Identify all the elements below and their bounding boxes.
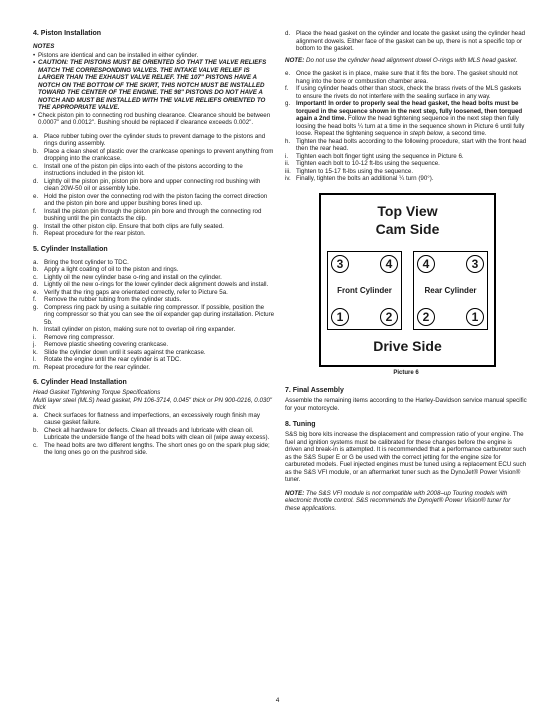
step-item: e. Once the gasket is in place, make sure that it fits the bore. The gasket should not hang into the bore or combustion chamber area.: [285, 70, 518, 85]
substep-item: ii. Tighten each bolt to 10-12 ft-lbs using the sequence.: [285, 160, 440, 167]
step-item: a. Check surfaces for flatness and imperfections, an excessively rough finish may cause gasket failure.: [33, 411, 260, 426]
step-item: b. Place a clean sheet of plastic over the crankcase openings to prevent anything from dropping into the crankcase.: [33, 147, 274, 162]
diagram-cam-side-label: Cam Side: [375, 220, 440, 237]
step-item: m. Repeat procedure for the rear cylinder.: [33, 363, 150, 371]
step-item: j. Remove plastic sheeting covering crankcase.: [33, 341, 169, 348]
step-item: a. Bring the front cylinder to TDC.: [33, 258, 129, 266]
step-item: c. Lightly oil the new cylinder base o-ring and install on the cylinder.: [33, 273, 222, 281]
rear-cylinder-label: Rear Cylinder: [424, 285, 477, 295]
diagram-drive-side-label: Drive Side: [373, 337, 442, 354]
step-item: d. Lightly oil the piston pin, piston pin bore and upper connecting rod bushing with clean 20W-50 oil or assembly lube.: [33, 177, 261, 192]
bolt-number: 2: [380, 308, 398, 326]
left-column: [33, 30, 275, 457]
substep-item: iv. Finally, tighten the bolts an additional ¼ turn (90°).: [285, 175, 434, 182]
step-item: b. Check all hardware for defects. Clean all threads and lubricate with clean oil. Lubricate the underside flange of the head bolts with clean oil (wipe away excess).: [33, 426, 270, 441]
mls-note: NOTE: Do not use the cylinder head alignment dowel O-rings with MLS head gasket.: [285, 56, 518, 64]
bolt-number: 2: [417, 308, 435, 326]
step-item: h. Install cylinder on piston, making sure not to overlap oil ring expander.: [33, 326, 236, 333]
page-number: 4: [275, 697, 280, 704]
step-item: e. Hold the piston over the connecting rod with the piston facing the correct direction and the piston pin bore and upper bushing bores lined up.: [33, 192, 268, 207]
step-item: d. Lightly oil the new o-rings for the lower cylinder deck alignment dowels and install.: [33, 281, 269, 288]
picture-caption: Picture 6: [393, 369, 419, 376]
note-bullet: • Check piston pin to connecting rod bushing clearance. Clearance should be between 0.0007" and 0.0012". Bushing should be replaced if clearance exceeds 0.002".: [33, 112, 275, 127]
step-item-important: g. Important! In order to properly seal the head gasket, the head bolts must be torqued in the sequence shown in the next step, fully loosened, then torqued again a 2nd time. Follow the head tightening sequence in the next step then fully loosing the head bolts ¼ turn at a time in the sequence shown in Picture 6 until fully loose. Repeat the tightening sequence in steph below, a second time.: [285, 100, 525, 137]
step-item: b. Apply a light coating of oil to the piston and rings.: [33, 266, 179, 273]
front-cylinder-label: Front Cylinder: [337, 285, 392, 295]
diagram-top-view-label: Top View: [377, 202, 438, 219]
final-assembly-text: Assemble the remaining items according to the Harley-Davidson service manual specific for your motorcycle.: [285, 397, 527, 412]
section-title-cylinder-installation: 5. Cylinder Installation: [33, 245, 108, 253]
tuning-text: S&S big bore kits increase the displacement and compression ratio of your engine. The fuel and ignition systems must be calibrated for these changes before the engine is driven and break-in is attempted. It is recommended that a performance carburetor such as the S&S Super E or G be used with the correct jetting for the engine size for carbureted models. Fuel injected engines must be tuned using a replacement ECU such as the S&S VFI module, or an aftermarket tuner such as the DynoJet® Power Vision® tuner.: [285, 431, 527, 483]
bolt-number: 3: [331, 255, 349, 273]
step-item: h. Repeat procedure for the rear piston.: [33, 230, 146, 237]
step-item: f. If using cylinder heads other than stock, check the brass rivets of the MLS gaskets to ensure the rivets do not interfere with the sealing surface in any way.: [285, 85, 522, 100]
step-item: g. Compress ring pack by using a suitable ring compressor. If possible, position the ring compressor so that you can see the oil expander gap during installation. Picture 5b.: [33, 303, 275, 326]
bolt-number: 4: [417, 255, 435, 273]
step-item: k. Slide the cylinder down until it seats against the crankcase.: [33, 348, 206, 356]
bolt-sequence-diagram: [319, 193, 496, 367]
step-item: e. Verify that the ring gaps are orientated correctly, refer to Picture 5a.: [33, 288, 228, 296]
head-steps: [33, 412, 275, 457]
notes-label: NOTES: [33, 43, 55, 50]
rear-cylinder-box: [413, 251, 488, 330]
step-item: l. Rotate the engine until the rear cylinder is at TDC.: [33, 356, 182, 363]
step-item: a. Place rubber tubing over the cylinder studs to prevent damage to the pistons and rings during assembly.: [33, 132, 266, 147]
piston-steps: [33, 133, 275, 238]
step-item: d. Place the head gasket on the cylinder and locate the gasket using the cylinder head alignment dowels. Either face of the gasket can be up, there is not a specific top or bottom to the gasket.: [285, 30, 526, 52]
vfi-note: NOTE: The S&S VFI module is not compatible with 2008–up Touring models with electronic throttle control. S&S recommends the Dynojet® Power Vision® tuner for these applications.: [285, 489, 511, 512]
head-steps-continued: [285, 30, 527, 53]
note-bullet: • Pistons are identical and can be installed in either cylinder.: [33, 52, 275, 60]
caution-bullet: • CAUTION: THE PISTONS MUST BE ORIENTED SO THAT THE VALVE RELIEFS MATCH THE CORRESPONDING VALVES. THE INTAKE VALVE RELIEF IS LARGER THAN THE EXHAUST VALVE RELIEF. THE 107" PISTONS HAVE A NOTCH ON THE BOTTOM OF THE SKIRT, THIS NOTCH MUST BE INSTALLED TOWARD THE CENTER OF THE ENGINE. THE 98" PISTONS DO NOT HAVE A NOTCH AND MUST BE INSTALLED WITH THE VALVE RELIEFS ORIENTED TO THE APPROPRIATE VALVE.: [33, 59, 275, 112]
step-item: g. Install the other piston clip. Ensure that both clips are fully seated.: [33, 222, 224, 230]
substep-item: iii. Tighten to 15-17 ft-lbs using the sequence.: [285, 167, 414, 175]
substep-item: i. Tighten each bolt finger tight using the sequence in Picture 6.: [285, 152, 464, 160]
bolt-number: 3: [466, 255, 484, 273]
head-steps-ef: [285, 70, 527, 183]
cylinder-steps: [33, 259, 275, 372]
bolt-number: 1: [466, 308, 484, 326]
step-item: f. Install the piston pin through the piston pin bore and through the connecting rod bushing until the pin contacts the clip.: [33, 207, 262, 222]
section-title-piston-installation: 4. Piston Installation: [33, 30, 102, 37]
gasket-spec: Multi layer steel (MLS) head gasket, PN 106-3714, 0.045" thick or PN 900-0216, 0.030" thick: [33, 396, 272, 411]
torque-spec-heading: Head Gasket Tightening Torque Specifications: [33, 389, 161, 396]
bolt-number: 4: [380, 255, 398, 273]
section-title-tuning: 8. Tuning: [285, 421, 316, 428]
section-title-final-assembly: 7. Final Assembly: [285, 387, 344, 394]
step-item: f. Remove the rubber tubing from the cylinder studs.: [33, 296, 182, 303]
step-item: c. Install one of the piston pin clips into each of the pistons according to the instructions included in the piston kit.: [33, 162, 243, 177]
front-cylinder-box: [327, 251, 402, 330]
step-item: c. The head bolts are two different lengths. The short ones go on the spark plug side; the long ones go on the pushrod side.: [33, 441, 270, 456]
step-item: h. Tighten the head bolts according to the following procedure, start with the front head then the rear head.: [285, 137, 527, 152]
bolt-number: 1: [331, 308, 349, 326]
right-column: [285, 30, 527, 518]
step-item: i. Remove ring compressor.: [33, 333, 115, 341]
section-title-cylinder-head-installation: 6. Cylinder Head Installation: [33, 379, 127, 386]
